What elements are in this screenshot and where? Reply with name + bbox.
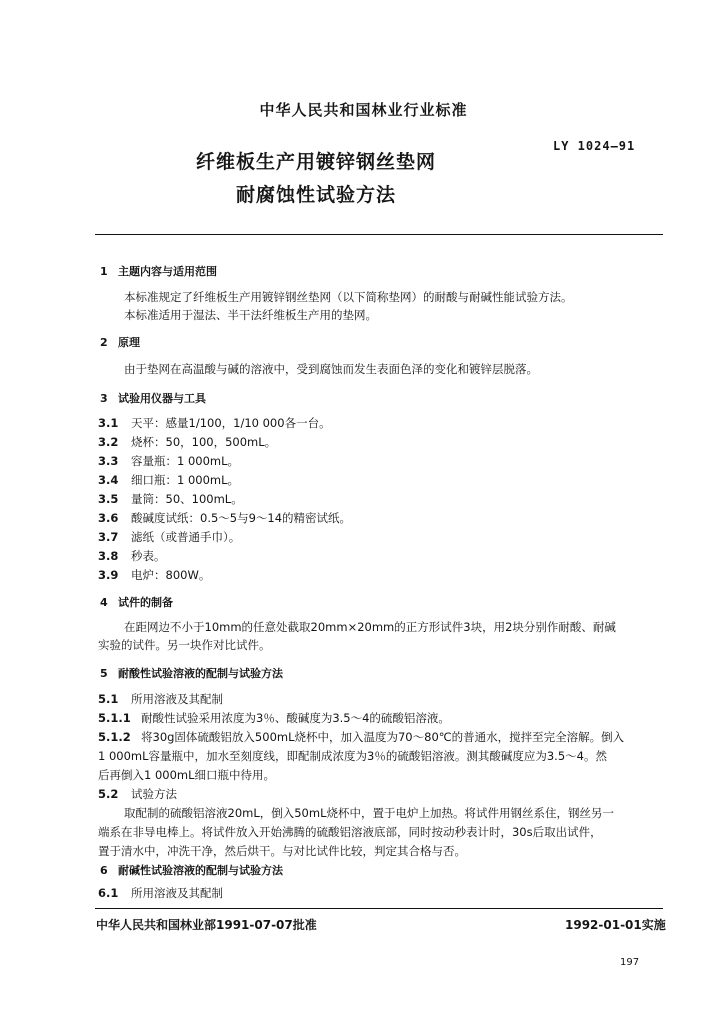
item-number: 3.6 <box>98 511 119 525</box>
implementation-date: 1992-01-01实施 <box>565 918 666 932</box>
section-number: 2 <box>100 336 108 349</box>
paragraph-continuation: 1 000mL容量瓶中，加水至刻度线，即配制成浓度为3％的硫酸铝溶液。测其酸碱度应为3.5～4。然 <box>98 749 607 763</box>
section-title: 耐碱性试验溶液的配制与试验方法 <box>118 864 283 877</box>
section-number: 6 <box>100 864 108 877</box>
item-text: 酸碱度试纸：0.5～5与9～14的精密试纸。 <box>131 511 352 525</box>
item-text: 量筒：50、100mL。 <box>131 492 243 506</box>
section-number: 5 <box>100 667 108 680</box>
paragraph-continuation: 端系在非导电棒上。将试件放入开始沸腾的硫酸铝溶液底部，同时按动秒表计时，30s后取出试件， <box>98 825 602 839</box>
section-title: 主题内容与适用范围 <box>118 265 217 278</box>
subsection-5-1-1 <box>98 710 450 726</box>
paragraph-continuation: 实验的试件。另一块作对比试件。 <box>98 638 271 652</box>
item-text: 所用溶液及其配制 <box>131 886 223 900</box>
section-title: 原理 <box>118 336 140 349</box>
paragraph: 由于垫网在高温酸与碱的溶液中，受到腐蚀而发生表面色泽的变化和镀锌层脱落。 <box>124 362 538 376</box>
item-number: 5.2 <box>98 787 119 801</box>
item-text: 将30g固体硫酸铝放入500mL烧杯中，加入温度为70～80℃的普通水，搅拌至完全溶解。倒入 <box>141 730 625 744</box>
subsection-5-1 <box>98 691 223 707</box>
item-text: 细口瓶：1 000mL。 <box>131 473 240 487</box>
section-5-heading <box>100 665 283 681</box>
list-item <box>98 453 239 469</box>
item-text: 滤纸（或普通手巾）。 <box>131 530 241 544</box>
paragraph-continuation: 后再倒入1 000mL细口瓶中待用。 <box>98 768 276 782</box>
list-item <box>98 434 276 450</box>
list-item <box>98 567 210 583</box>
paragraph: 取配制的硫酸铝溶液20mL，倒入50mL烧杯中，置于电炉上加热。将试件用钢丝系住，钢丝另一 <box>124 806 614 820</box>
section-title: 试验用仪器与工具 <box>118 392 206 405</box>
item-text: 耐酸性试验采用浓度为3％、酸碱度为3.5～4的硫酸铝溶液。 <box>141 711 450 725</box>
subsection-6-1 <box>98 885 223 901</box>
section-2-heading <box>100 334 140 350</box>
paragraph: 本标准适用于湿法、半干法纤维板生产用的垫网。 <box>124 308 377 322</box>
approval-date: 中华人民共和国林业部1991-07-07批准 <box>96 918 317 932</box>
item-number: 5.1.2 <box>98 730 131 744</box>
section-number: 4 <box>100 596 108 609</box>
item-number: 3.2 <box>98 435 119 449</box>
item-number: 3.5 <box>98 492 119 506</box>
paragraph: 本标准规定了纤维板生产用镀锌钢丝垫网（以下简称垫网）的耐酸与耐碱性能试验方法。 <box>124 290 573 304</box>
footer-rule <box>95 908 663 909</box>
item-number: 3.4 <box>98 473 119 487</box>
item-text: 容量瓶：1 000mL。 <box>131 454 240 468</box>
subsection-5-2 <box>98 786 177 802</box>
issuer-heading: 中华人民共和国林业行业标准 <box>259 101 468 119</box>
section-number: 3 <box>100 392 108 405</box>
item-number: 3.3 <box>98 454 119 468</box>
item-text: 试验方法 <box>131 787 177 801</box>
document-title-line1: 纤维板生产用镀锌钢丝垫网 <box>195 151 436 173</box>
section-number: 1 <box>100 265 108 278</box>
item-text: 天平：感量1/100，1/10 000各一台。 <box>131 416 331 430</box>
item-number: 3.7 <box>98 530 119 544</box>
document-title-line2: 耐腐蚀性试验方法 <box>235 184 396 206</box>
item-text: 所用溶液及其配制 <box>131 692 223 706</box>
list-item <box>98 491 243 507</box>
item-text: 烧杯：50，100，500mL。 <box>131 435 277 449</box>
section-1-heading <box>100 263 217 279</box>
section-6-heading <box>100 862 283 878</box>
list-item <box>98 529 240 545</box>
standard-code: LY 1024—91 <box>553 139 636 153</box>
section-title: 试件的制备 <box>118 596 173 609</box>
section-4-heading <box>100 594 173 610</box>
list-item <box>98 548 166 564</box>
list-item <box>98 510 351 526</box>
item-text: 秒表。 <box>131 549 166 563</box>
item-number: 5.1.1 <box>98 711 131 725</box>
list-item <box>98 472 239 488</box>
section-3-heading <box>100 390 206 406</box>
subsection-5-1-2 <box>98 729 624 745</box>
paragraph: 在距网边不小于10mm的任意处截取20mm×20mm的正方形试件3块，用2块分别作耐酸、耐碱 <box>124 620 616 634</box>
item-number: 3.1 <box>98 416 119 430</box>
item-number: 6.1 <box>98 886 119 900</box>
item-number: 5.1 <box>98 692 119 706</box>
page-number: 197 <box>620 957 640 968</box>
paragraph-continuation: 置于清水中，冲洗干净，然后烘干。与对比试件比较，判定其合格与否。 <box>98 844 466 858</box>
item-number: 3.8 <box>98 549 119 563</box>
header-rule <box>95 234 663 235</box>
item-text: 电炉：800W。 <box>131 568 211 582</box>
item-number: 3.9 <box>98 568 119 582</box>
list-item <box>98 415 331 431</box>
section-title: 耐酸性试验溶液的配制与试验方法 <box>118 667 283 680</box>
